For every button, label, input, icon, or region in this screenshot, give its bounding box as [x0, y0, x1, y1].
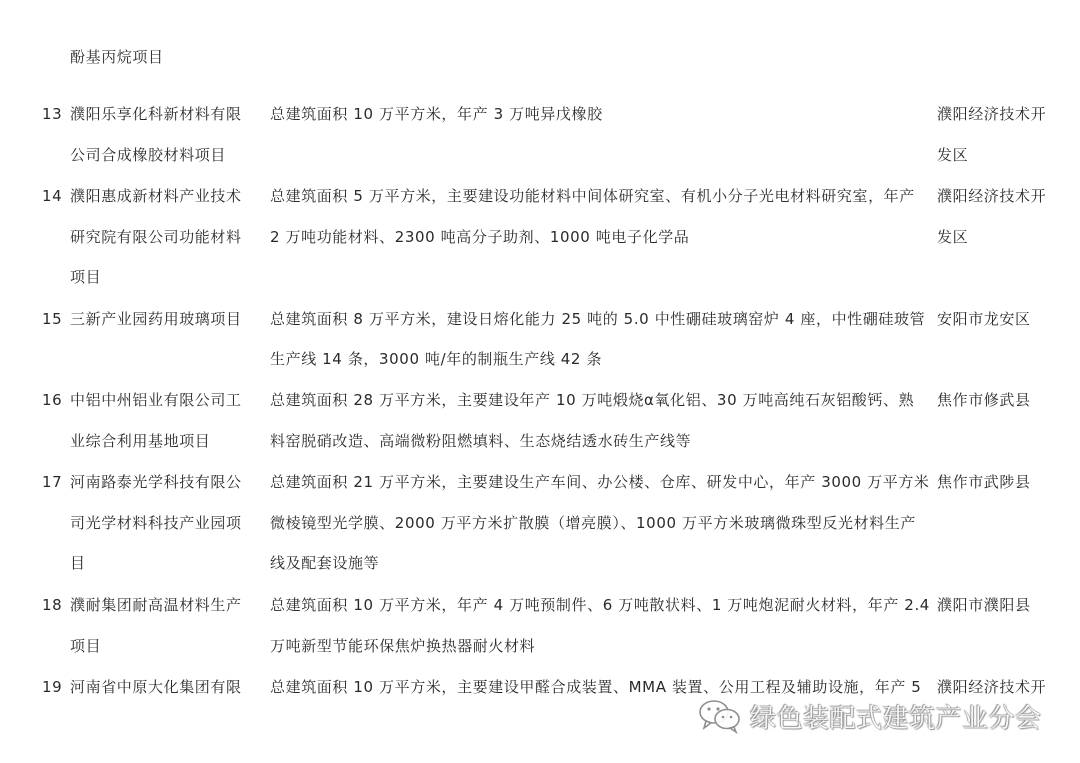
- project-location-line: 濮阳经济技术开: [937, 187, 1047, 205]
- project-description-line: 总建筑面积 10 万平方米，年产 3 万吨异戊橡胶: [270, 105, 603, 123]
- project-location-line: 濮阳经济技术开: [937, 678, 1047, 696]
- project-name-line: 目: [70, 554, 86, 572]
- watermark: [698, 696, 1042, 736]
- row-number: 13: [42, 105, 63, 123]
- project-description-line: 总建筑面积 10 万平方米，主要建设甲醛合成装置、MMA 装置、公用工程及辅助设施，年产 5: [270, 678, 922, 696]
- row-number: 19: [42, 678, 63, 696]
- project-description-line: 线及配套设施等: [270, 554, 380, 572]
- row-number: 18: [42, 596, 63, 614]
- project-name-line: 河南路泰光学科技有限公: [70, 473, 242, 491]
- row-number: 15: [42, 310, 63, 328]
- project-name-line: 研究院有限公司功能材料: [70, 228, 242, 246]
- project-description-line: 总建筑面积 28 万平方米，主要建设年产 10 万吨煅烧α氧化铝、30 万吨高纯石灰铝酸钙、熟: [270, 391, 915, 409]
- project-name-line: 公司合成橡胶材料项目: [70, 146, 227, 164]
- row-number: 17: [42, 473, 63, 491]
- project-location-line: 安阳市龙安区: [937, 310, 1031, 328]
- project-name-line: 司光学材料科技产业园项: [70, 514, 242, 532]
- project-description-line: 微棱镜型光学膜、2000 万平方米扩散膜（增亮膜）、1000 万平方米玻璃微珠型反光材料生产: [270, 514, 916, 532]
- project-name-line: 濮阳乐享化科新材料有限: [70, 105, 242, 123]
- project-location-line: 发区: [937, 228, 969, 246]
- project-location-line: 焦作市修武县: [937, 391, 1031, 409]
- project-location-line: 濮阳市濮阳县: [937, 596, 1031, 614]
- project-description-line: 料窑脱硝改造、高端微粉阻燃填料、生态烧结透水砖生产线等: [270, 432, 692, 450]
- project-name-line: 濮阳惠成新材料产业技术: [70, 187, 242, 205]
- project-location-line: 濮阳经济技术开: [937, 105, 1047, 123]
- project-name-line: 濮耐集团耐高温材料生产: [70, 596, 242, 614]
- project-description-line: 总建筑面积 21 万平方米，主要建设生产车间、办公楼、仓库、研发中心，年产 3000 万平方米: [270, 473, 930, 491]
- project-location-line: 焦作市武陟县: [937, 473, 1031, 491]
- project-name-line: 项目: [70, 637, 102, 655]
- project-description-line: 万吨新型节能环保焦炉换热器耐火材料: [270, 637, 536, 655]
- project-description-line: 2 万吨功能材料、2300 吨高分子助剂、1000 吨电子化学品: [270, 228, 690, 246]
- project-name-line: 业综合利用基地项目: [70, 432, 211, 450]
- project-name-line: 酚基丙烷项目: [70, 48, 164, 66]
- project-name-line: 项目: [70, 268, 102, 286]
- wechat-icon: [698, 698, 742, 734]
- project-location-line: 发区: [937, 146, 969, 164]
- row-number: 16: [42, 391, 63, 409]
- project-description-line: 生产线 14 条，3000 吨/年的制瓶生产线 42 条: [270, 350, 603, 368]
- project-description-line: 总建筑面积 10 万平方米，年产 4 万吨预制件、6 万吨散状料、1 万吨炮泥耐火材料，年产 2.4: [270, 596, 930, 614]
- row-number: 14: [42, 187, 63, 205]
- project-name-line: 三新产业园药用玻璃项目: [70, 310, 242, 328]
- project-description-line: 总建筑面积 8 万平方米，建设日熔化能力 25 吨的 5.0 中性硼硅玻璃窑炉 4 座，中性硼硅玻管: [270, 310, 926, 328]
- project-description-line: 总建筑面积 5 万平方米，主要建设功能材料中间体研究室、有机小分子光电材料研究室，年产: [270, 187, 915, 205]
- watermark-text: 绿色装配式建筑产业分会: [750, 703, 1042, 734]
- project-name-line: 中铝中州铝业有限公司工: [70, 391, 242, 409]
- project-name-line: 河南省中原大化集团有限: [70, 678, 242, 696]
